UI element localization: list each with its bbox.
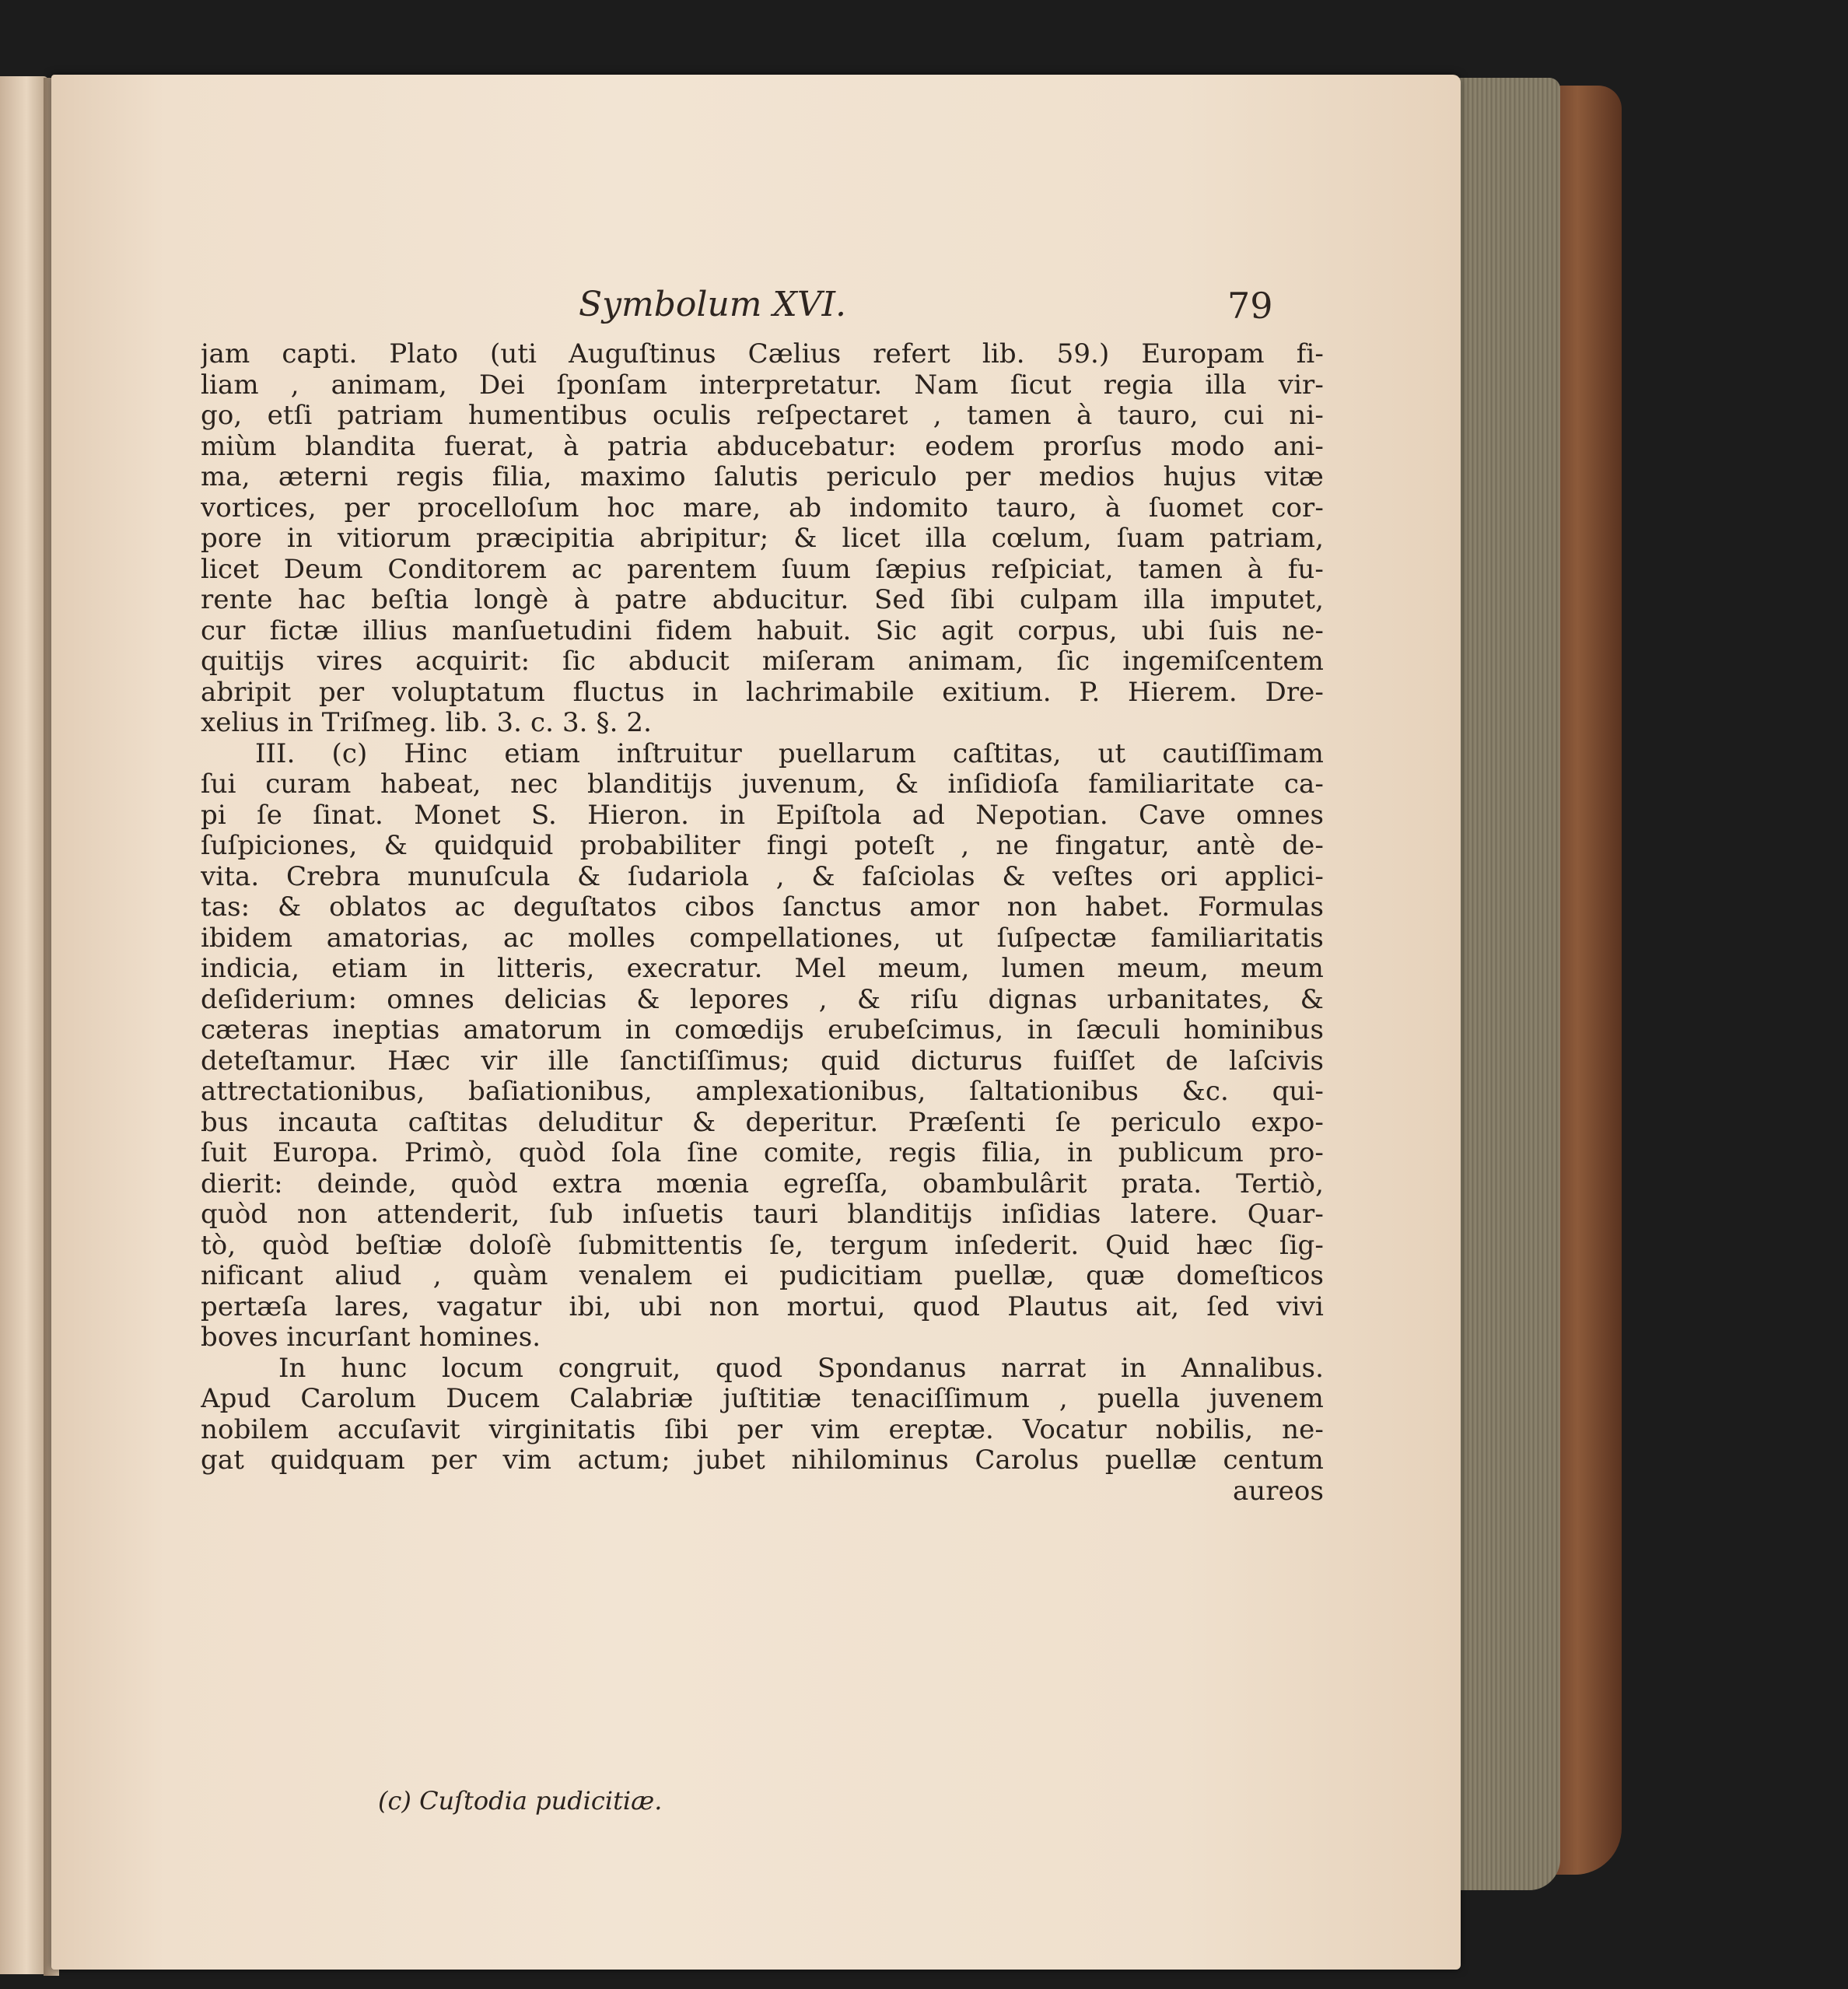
text-line: nobilem accuſavit virginitatis ſibi per vim ereptæ. Vocatur nobilis, ne-: [201, 1414, 1324, 1445]
text-line: cur fictæ illius manſuetudini fidem habuit. Sic agit corpus, ubi ſuis ne-: [201, 615, 1324, 646]
text-line: ſuſpiciones, & quidquid probabiliter fingi poteſt , ne fingatur, antè de-: [201, 831, 1324, 861]
text-line: In hunc locum congruit, quod Spondanus narrat in Annalibus.: [278, 1353, 1324, 1384]
text-line: quòd non attenderit, ſub inſuetis tauri blanditijs inſidias latere. Quar-: [201, 1199, 1324, 1230]
catchword: aureos: [1232, 1476, 1324, 1507]
text-line: ibidem amatorias, ac molles compellationes, ut ſuſpectæ familiaritatis: [201, 923, 1324, 954]
text-line: pore in vitiorum præcipitia abripitur; & licet illa cœlum, ſuam patriam,: [201, 524, 1324, 554]
text-line: licet Deum Conditorem ac parentem ſuum ſæpius reſpiciat, tamen à fu-: [201, 554, 1324, 585]
text-line: bus incauta caſtitas deluditur & deperitur. Præſenti ſe periculo expo-: [201, 1107, 1324, 1138]
footnote: (c) Cuſtodia pudicitiæ.: [378, 1786, 663, 1816]
text-line: xelius in Triſmeg. lib. 3. c. 3. §. 2.: [201, 708, 653, 738]
text-line: deſiderium: omnes delicias & lepores , & riſu dignas urbanitates, &: [201, 984, 1324, 1015]
text-line: nificant aliud , quàm venalem ei pudicitiam puellæ, quæ domeſticos: [201, 1261, 1324, 1291]
text-line: rente hac beſtia longè à patre abducitur. Sed ſibi culpam illa imputet,: [201, 585, 1324, 615]
text-line: cæteras ineptias amatorum in comœdijs erubeſcimus, in ſæculi hominibus: [201, 1015, 1324, 1045]
text-line: vita. Crebra munuſcula & ſudariola , & faſciolas & veſtes ori applici-: [201, 861, 1324, 892]
text-line: pertæſa lares, vagatur ibi, ubi non mortui, quod Plautus ait, ſed vivi: [201, 1291, 1324, 1322]
text-line: ma, æterni regis filia, maximo ſalutis periculo per medios hujus vitæ: [201, 462, 1324, 492]
text-line: abripit per voluptatum fluctus in lachrimabile exitium. P. Hierem. Dre-: [201, 677, 1324, 708]
text-line: gat quidquam per vim actum; jubet nihilominus Carolus puellæ centum: [201, 1445, 1324, 1476]
page-number: 79: [1227, 285, 1273, 327]
body-text: [201, 339, 1324, 1507]
text-line: go, etſi patriam humentibus oculis reſpectaret , tamen à tauro, cui ni-: [201, 401, 1324, 431]
text-line: indicia, etiam in litteris, execratur. Mel meum, lumen meum, meum: [201, 954, 1324, 984]
text-line: ſui curam habeat, nec blanditijs juvenum, & inſidioſa familiaritate ca-: [201, 769, 1324, 800]
text-line: attrectationibus, baſiationibus, amplexationibus, ſaltationibus &c. qui-: [201, 1077, 1324, 1107]
text-line: vortices, per procelloſum hoc mare, ab indomito tauro, à ſuomet cor-: [201, 492, 1324, 524]
text-line: tò, quòd beſtiæ doloſè ſubmittentis ſe, tergum inſederit. Quid hæc ſig-: [201, 1230, 1324, 1261]
text-line: tas: & oblatos ac deguſtatos cibos ſanctus amor non habet. Formulas: [201, 892, 1324, 923]
text-line: miùm blandita fuerat, à patria abducebatur: eodem prorſus modo ani-: [201, 431, 1324, 462]
text-line: dierit: deinde, quòd extra mœnia egreſſa, obambulârit prata. Tertiò,: [201, 1168, 1324, 1199]
book-page: [51, 75, 1461, 1970]
text-line: ſuit Europa. Primò, quòd ſola ſine comite, regis filia, in publicum pro-: [201, 1138, 1324, 1168]
text-line: quitijs vires acquirit: ſic abducit miſeram animam, ſic ingemiſcentem: [201, 646, 1324, 677]
text-line: deteſtamur. Hæc vir ille ſanctiſſimus; quid dicturus fuiſſet de laſcivis: [201, 1045, 1324, 1077]
text-line: boves incurſant homines.: [201, 1322, 541, 1353]
text-line: III. (c) Hinc etiam inſtruitur puellarum caſtitas, ut cautiſſimam: [255, 738, 1324, 769]
text-line: liam , animam, Dei ſponſam interpretatur. Nam ſicut regia illa vir-: [201, 369, 1324, 401]
left-page-edge: [0, 76, 48, 1974]
text-line: Apud Carolum Ducem Calabriæ juſtitiæ tenaciſſimum , puella juvenem: [201, 1384, 1324, 1414]
text-line: pi ſe ſinat. Monet S. Hieron. in Epiſtola ad Nepotian. Cave omnes: [201, 800, 1324, 831]
text-line: jam capti. Plato (uti Auguſtinus Cælius refert lib. 59.) Europam fi-: [201, 339, 1324, 369]
page-header: [51, 285, 1461, 339]
running-title: Symbolum XVI.: [579, 285, 846, 324]
